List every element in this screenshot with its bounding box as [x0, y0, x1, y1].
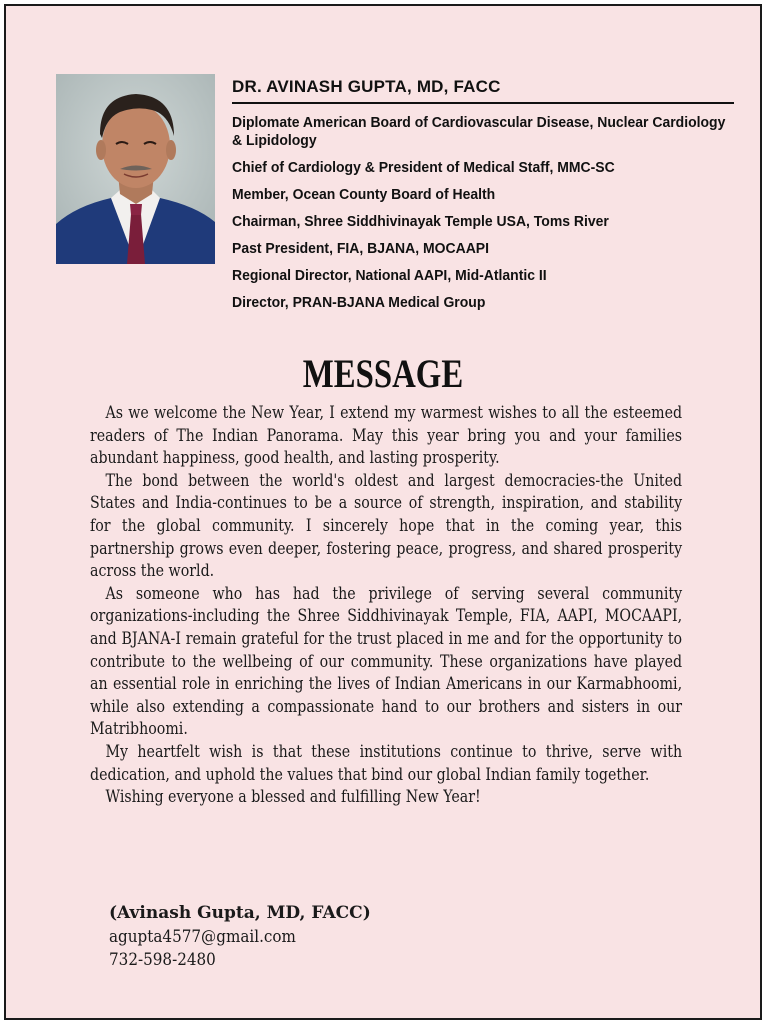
- credential-item: Member, Ocean County Board of Health: [232, 186, 496, 203]
- credential-item: Regional Director, National AAPI, Mid-Atlantic II: [232, 267, 547, 284]
- signature-name: (Avinash Gupta, MD, FACC): [109, 903, 371, 923]
- signature-phone: 732-598-2480: [109, 950, 216, 969]
- credential-item: Past President, FIA, BJANA, MOCAAPI: [232, 240, 489, 257]
- credential-item: Diplomate American Board of Cardiovascular Disease, Nuclear Cardiology & Lipidology: [232, 114, 726, 149]
- signature-email[interactable]: agupta4577@gmail.com: [109, 927, 296, 946]
- message-paragraph: As someone who has had the privilege of serving several community organizations-including the Shree Siddhivinayak Temple, FIA, AAPI, MOCAAPI, and BJANA-I remain grateful for the trust placed in me and for the opportunity to contribute to the wellbeing of our community. These organizations have played an essential role in enriching the lives of Indian Americans in our Karmabhoomi, while also extending a compassionate hand to our brothers and sisters in our Matribhoomi.: [90, 583, 683, 739]
- doctor-name-heading: DR. AVINASH GUPTA, MD, FACC: [232, 76, 734, 104]
- portrait-photo: [56, 74, 215, 264]
- bio-section: [232, 76, 734, 312]
- message-paragraph: As we welcome the New Year, I extend my warmest wishes to all the esteemed readers of The Indian Panorama. May this year bring you and your families abundant happiness, good health, and lasting prosperity.: [90, 403, 683, 468]
- portrait-illustration: [56, 74, 215, 264]
- signature-block: [109, 901, 371, 971]
- credentials-list: [232, 114, 734, 312]
- credential-item: Chairman, Shree Siddhivinayak Temple USA, Toms River: [232, 213, 609, 230]
- credential-item: Director, PRAN-BJANA Medical Group: [232, 294, 486, 311]
- message-paragraph: Wishing everyone a blessed and fulfilling New Year!: [105, 787, 481, 807]
- credential-item: Chief of Cardiology & President of Medical Staff, MMC-SC: [232, 159, 615, 176]
- message-paragraph: The bond between the world's oldest and largest democracies-the United States and India-continues to be a source of strength, inspiration, and stability for the global community. I sincerely hope that in the coming year, this partnership grows even deeper, fostering peace, progress, and shared prosperity across the world.: [90, 470, 683, 581]
- message-paragraph: My heartfelt wish is that these institutions continue to thrive, serve with dedication, and uphold the values that bind our global Indian family together.: [90, 741, 683, 784]
- message-card: [4, 4, 762, 1020]
- message-title: MESSAGE: [302, 351, 464, 396]
- message-body: [90, 402, 682, 809]
